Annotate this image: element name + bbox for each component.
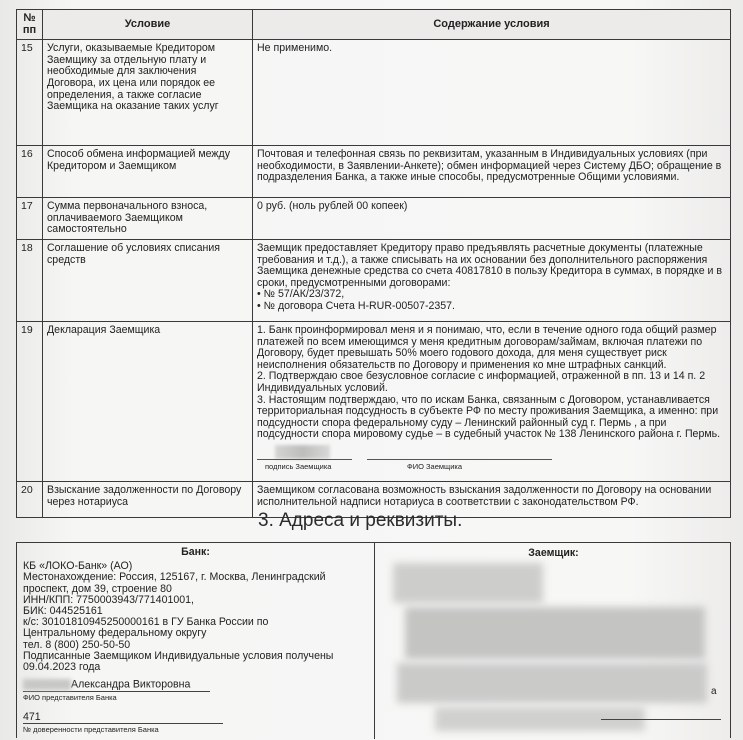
representative-label: ФИО представителя Банка [23, 692, 117, 702]
poa-number: 471 [23, 710, 41, 723]
header-num: № пп [17, 10, 43, 40]
table-row [17, 321, 731, 481]
borrower-partial-text: а [711, 686, 717, 697]
borrower-header: Заемщик: [528, 547, 579, 559]
bank-requisites [17, 543, 375, 739]
row-num: 16 [17, 146, 43, 198]
row-condition: Сумма первоначального взноса, оплачиваемого Заемщиком самостоятельно [43, 198, 253, 240]
redacted-signature [275, 445, 330, 459]
row-num: 19 [17, 321, 43, 481]
row-condition: Взыскание задолженности по Договору через нотариуса [43, 481, 253, 517]
table-row [17, 146, 731, 198]
row-num: 20 [17, 481, 43, 517]
signature-area [257, 445, 726, 473]
table-row [17, 40, 731, 146]
row-condition: Декларация Заемщика [43, 321, 253, 481]
bank-line: к/с: 30101810945250000161 в ГУ Банка России по [23, 616, 269, 629]
bank-line: Местонахождение: Россия, 125167, г. Москва, Ленинградский [23, 571, 326, 584]
table-row [17, 198, 731, 240]
header-content: Содержание условия [253, 10, 731, 40]
bank-line: 09.04.2023 года [23, 661, 101, 674]
borrower-requisites [375, 543, 732, 739]
bank-line: тел. 8 (800) 250-50-50 [23, 638, 131, 651]
redacted-borrower-details [397, 663, 707, 703]
bank-representative [23, 679, 368, 692]
bank-line: проспект, дом 39, строение 80 [23, 582, 172, 595]
row-content: Заемщик предоставляет Кредитору право предъявлять расчетные документы (платежные требования и т.д.), а также списывать на их основании без дополнительного распоряжения Заемщика денежные средства со счета 40817810 в пользу Кредитора в суммах, в порядке и в сроки, предусмотренными договорами: • № 57/АК/23/372, • № договора Счета H-RUR-00507-2357. [253, 239, 731, 321]
row-content: Почтовая и телефонная связь по реквизитам, указанным в Индивидуальных условиях (при необходимости, в Заявлении-Анкете); обмен информацией через Систему ДБО; обращение в подразделения Банка, а также иные способы, предусмотренные Общими условиями. [253, 146, 731, 198]
row-content-declaration [253, 321, 731, 481]
poa-label: № доверенности представителя Банка [23, 723, 223, 735]
row-content: Не применимо. [253, 40, 731, 146]
row-content: 0 руб. (ноль рублей 00 копеек) [253, 198, 731, 240]
row-num: 15 [17, 40, 43, 146]
redacted-borrower-name [393, 563, 543, 603]
signature-label: подпись Заемщика [265, 461, 332, 471]
row-num: 18 [17, 239, 43, 321]
bank-line: КБ «ЛОКО-Банк» (АО) [23, 560, 133, 573]
row-content: Заемщиком согласована возможность взыскания задолженности по Договору на основании исполнительной надписи нотариуса в соответствии с законодательством РФ. [253, 481, 731, 517]
bank-line: Подписанные Заемщиком Индивидуальные условия получены [23, 649, 334, 662]
bank-header: Банк: [181, 546, 210, 558]
bank-line: Центральному федеральному округу [23, 627, 207, 640]
name-label: ФИО Заемщика [407, 461, 463, 471]
header-condition: Условие [43, 10, 253, 40]
row-num: 17 [17, 198, 43, 240]
redacted-borrower-address [405, 607, 705, 659]
table-header-row [17, 10, 731, 40]
redacted-surname [23, 679, 71, 690]
representative-name: Александра Викторовна [71, 678, 191, 691]
row-condition: Услуги, оказываемые Кредитором Заемщику за отдельную плату и необходимые для заключения Договора, их цена или порядок ее определения, а также согласие Заемщика на оказание таких услуг [43, 40, 253, 146]
conditions-table [16, 9, 731, 518]
section-title: 3. Адреса и реквизиты. [258, 510, 463, 531]
row-condition: Соглашение об условиях списания средств [43, 239, 253, 321]
table-row [17, 239, 731, 321]
row-condition: Способ обмена информацией между Кредитором и Заемщиком [43, 146, 253, 198]
declaration-text: 1. Банк проинформировал меня и я понимаю, что, если в течение одного года общий размер платежей по всем имеющимся у меня кредитным договорам/займам, включая платежи по Договору, будет превышать 50% моего годового дохода, для меня существует риск неисполнения обязательств по Договору и применения ко мне штрафных санкций. 2. Подтверждаю свое безусловное согласие с информацией, отраженной в пп. 13 и 14 п. 2 Индивидуальных условий. 3. Настоящим подтверждаю, что по искам Банка, связанным с Договором, устанавливается территориальная подсудность в субъекте РФ по месту проживания Заемщика, а именно: при подсудности спора федеральному суду – Ленинский районный суд г. Пермь , а при подсудности спора мировому судье – в судебный участок № 138 Ленинского района г. Пермь. [257, 323, 721, 441]
requisites-block [16, 542, 731, 738]
bank-line: БИК: 044525161 [23, 605, 103, 618]
bank-line: ИНН/КПП: 7750003943/771401001, [23, 593, 194, 606]
